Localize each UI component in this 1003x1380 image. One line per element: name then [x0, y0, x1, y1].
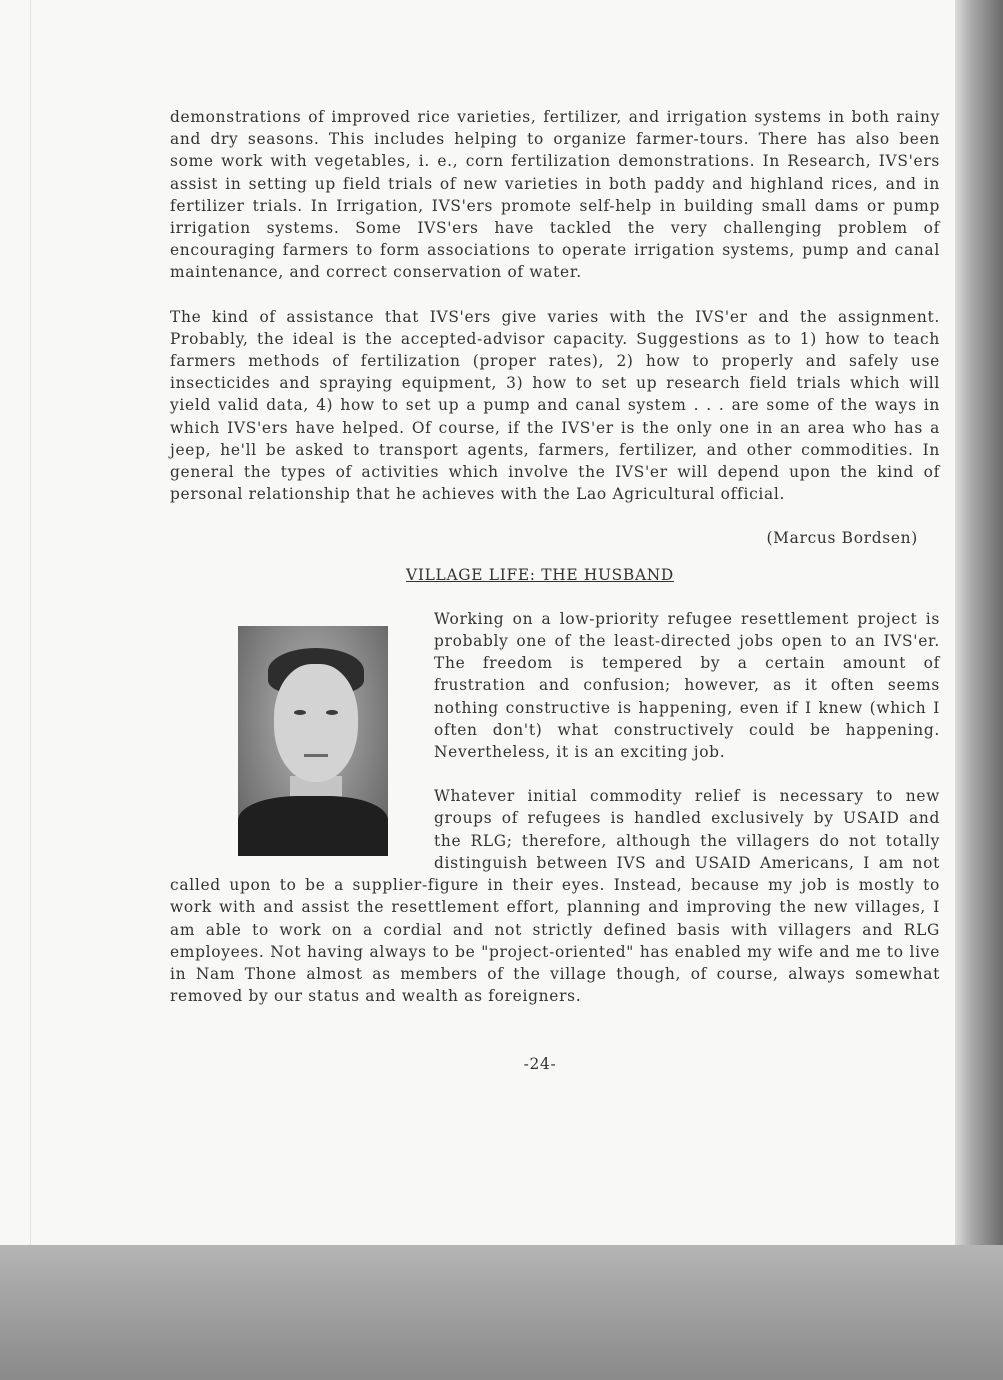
scanner-bed: [0, 1245, 1003, 1380]
photo-shirt: [238, 796, 388, 856]
paragraph-village-relations: Whatever initial commodity relief is necessary to new groups of refugees is handled exclusively by USAID and the RLG; therefore, although the villagers do not totally distinguish between IVS and USAID Americans, I am not called upon to be a supplier-figure in their eyes. Instead, because my job is mostly to work with and assist the resettlement effort, planning and improving the new villages, I am able to work on a cordial and not strictly defined basis with villagers and RLG employees. Not having always to be "project-oriented" has enabled my wife and me to live in Nam Thone almost as members of the village though, of course, always somewhat removed by our status and wealth as foreigners.: [170, 787, 940, 1006]
section-title: VILLAGE LIFE: THE HUSBAND: [406, 565, 674, 584]
page-content: [170, 106, 940, 1076]
page-number: -24-: [523, 1055, 557, 1074]
paragraph-agriculture-programs: demonstrations of improved rice varieties, fertilizer, and irrigation systems in both rainy and dry seasons. This includes helping to organize farmer-tours. There has also been some work with vegetables, i. e., corn fertilization demonstrations. In Research, IVS'ers assist in setting up field trials of new varieties in both paddy and highland rices, and in fertilizer trials. In Irrigation, IVS'ers promote self-help in building small dams or pump irrigation systems. Some IVS'ers have tackled the very challenging problem of encouraging farmers to form associations to operate irrigation systems, pump and canal maintenance, and correct conservation of water.: [170, 108, 940, 282]
portrait-photo: [238, 626, 388, 856]
page-margin-line: [30, 0, 31, 1245]
page-edge-shadow: [955, 0, 1003, 1245]
photo-eye-left: [294, 710, 306, 715]
photo-face: [274, 664, 358, 782]
paragraph-resettlement-job: Working on a low-priority refugee resettlement project is probably one of the least-directed jobs open to an IVS'er. The freedom is tempered by a certain amount of frustration and confusion; however, as it often seems nothing constructive is happening, even if I knew (which I often don't) what constructively could be happening. Nevertheless, it is an exciting job.: [434, 609, 940, 762]
photo-eye-right: [326, 710, 338, 715]
paragraph-assistance-types: The kind of assistance that IVS'ers give varies with the IVS'er and the assignment. Probably, the ideal is the accepted-advisor capacity. Suggestions as to 1) how to teach farmers methods of fertilization (proper rates), 2) how to properly and safely use insecticides and spraying equipment, 3) how to set up research field trials which will yield valid data, 4) how to set up a pump and canal system . . . are some of the ways in which IVS'ers have helped. Of course, if the IVS'er is the only one in an area who has a jeep, he'll be asked to transport agents, farmers, fertilizer, and other commodities. In general the types of activities which involve the IVS'er will depend upon the kind of personal relationship that he achieves with the Lao Agricultural official.: [170, 307, 940, 504]
author-signature: (Marcus Bordsen): [766, 529, 918, 548]
photo-mouth: [304, 754, 328, 757]
